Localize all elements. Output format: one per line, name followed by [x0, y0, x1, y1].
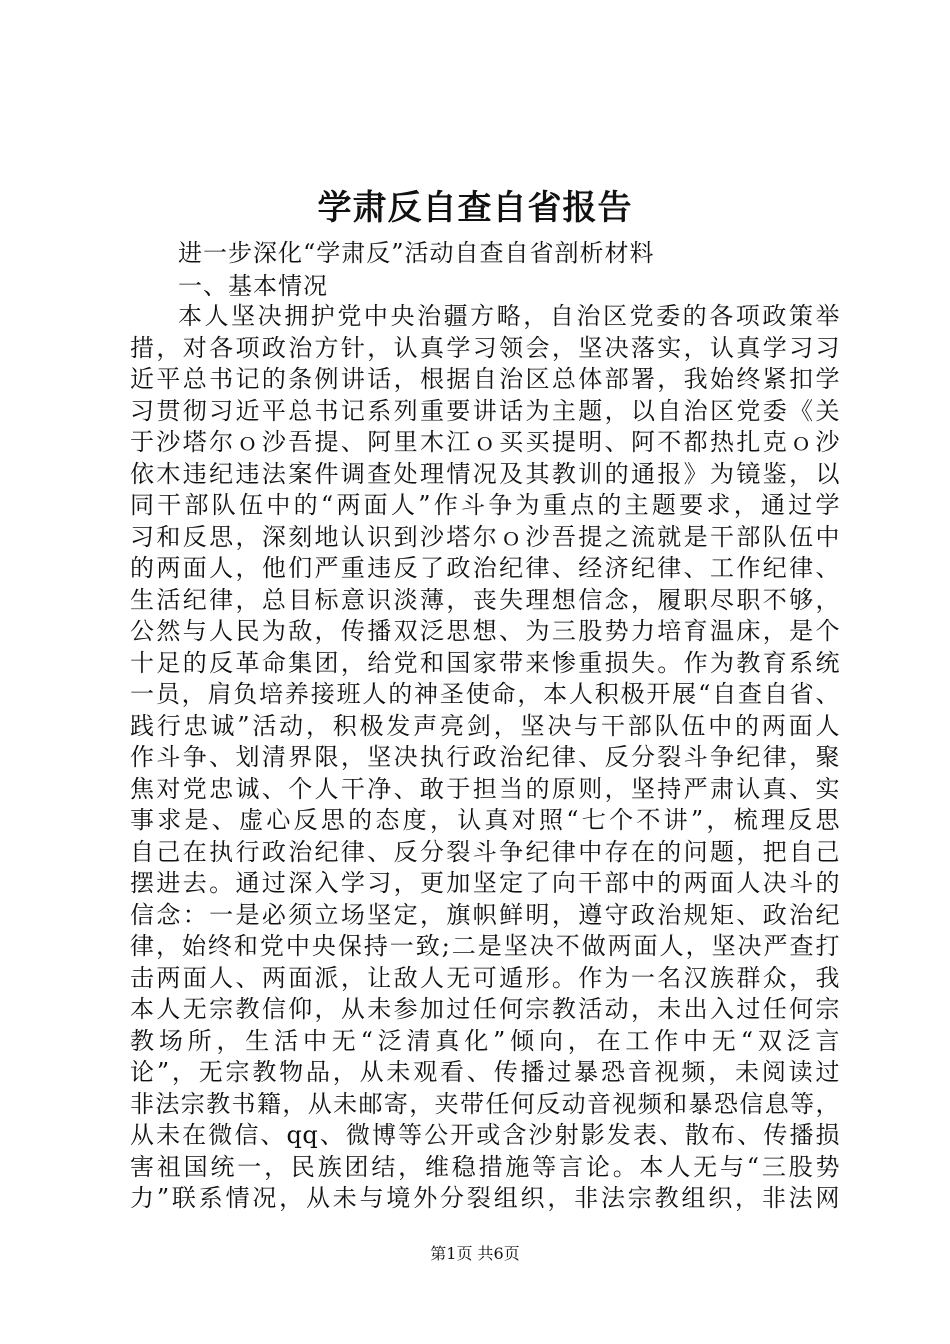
body-line: 信念：一是必须立场坚定，旗帜鲜明，遵守政治规矩、政治纪	[130, 900, 840, 929]
section-heading: 一、基本情况	[178, 272, 328, 300]
body-line: 非法宗教书籍，从未邮寄，夹带任何反动音视频和暴恐信息等，	[130, 1089, 840, 1118]
body-line: 践行忠诚”活动，积极发声亮剑，坚决与干部队伍中的两面人	[130, 711, 840, 740]
body-line: 力”联系情况，从未与境外分裂组织，非法宗教组织，非法网	[130, 1184, 840, 1212]
body-line: 于沙塔尔ｏ沙吾提、阿里木江ｏ买买提明、阿不都热扎克ｏ沙	[130, 428, 840, 456]
document-title: 学肃反自查自省报告	[317, 188, 633, 228]
body-line: 公然与人民为敌，传播双泛思想、为三股势力培育温床，是个	[130, 617, 840, 645]
body-line: 律，始终和党中央保持一致;二是坚决不做两面人，坚决严查打	[130, 932, 840, 960]
body-line: 习和反思，深刻地认识到沙塔尔ｏ沙吾提之流就是干部队伍中	[130, 522, 840, 551]
body-line: 害祖国统一，民族团结，维稳措施等言论。本人无与“三股势	[130, 1152, 840, 1181]
body-line: 一员，肩负培养接班人的神圣使命，本人积极开展“自查自省、	[130, 680, 840, 708]
body-line: 摆进去。通过深入学习，更加坚定了向干部中的两面人决斗的	[130, 869, 840, 897]
body-paragraph	[130, 301, 840, 1215]
body-line: 十足的反革命集团，给党和国家带来惨重损失。作为教育系统	[130, 648, 840, 677]
body-line: 本人坚决拥护党中央治疆方略，自治区党委的各项政策举	[178, 302, 840, 330]
body-line: 焦对党忠诚、个人干净、敢于担当的原则，坚持严肃认真、实	[130, 774, 840, 803]
body-line: 教场所，生活中无“泛清真化”倾向，在工作中无“双泛言	[130, 1026, 840, 1055]
body-line: 依木违纪违法案件调查处理情况及其教训的通报》为镜鉴，以	[130, 459, 840, 488]
body-line: 本人无宗教信仰，从未参加过任何宗教活动，未出入过任何宗	[130, 995, 840, 1023]
body-line: 近平总书记的条例讲话，根据自治区总体部署，我始终紧扣学	[130, 365, 840, 393]
body-line: 措，对各项政治方针，认真学习领会，坚决落实，认真学习习	[130, 333, 840, 362]
body-line: 作斗争、划清界限，坚决执行政治纪律、反分裂斗争纪律，聚	[130, 743, 840, 771]
body-line: 的两面人，他们严重违反了政治纪律、经济纪律、工作纪律、	[130, 554, 840, 582]
body-line: 论”，无宗教物品，从未观看、传播过暴恐音视频，未阅读过	[130, 1058, 840, 1086]
document-subtitle: 进一步深化“学肃反”活动自查自省剖析材料	[178, 239, 655, 267]
body-line: 生活纪律，总目标意识淡薄，丧失理想信念，履职尽职不够，	[130, 585, 840, 614]
body-line: 同干部队伍中的“两面人”作斗争为重点的主题要求，通过学	[130, 491, 840, 519]
page-footer: 第1页 共6页	[430, 1244, 520, 1263]
body-line: 事求是、虚心反思的态度，认真对照“七个不讲”，梳理反思	[130, 806, 840, 834]
body-line: 习贯彻习近平总书记系列重要讲话为主题，以自治区党委《关	[130, 396, 840, 425]
body-line: 击两面人、两面派，让敌人无可遁形。作为一名汉族群众，我	[130, 963, 840, 992]
body-line: 自己在执行政治纪律、反分裂斗争纪律中存在的问题，把自己	[130, 837, 840, 866]
body-line: 从未在微信、qq、微博等公开或含沙射影发表、散布、传播损	[130, 1121, 840, 1149]
